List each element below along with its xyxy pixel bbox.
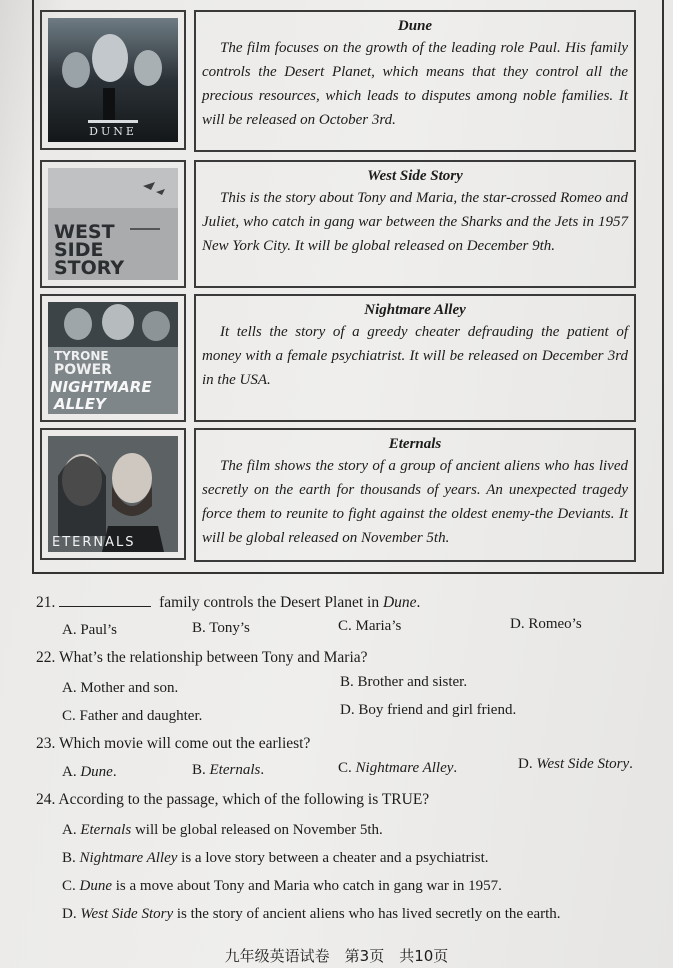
option-rest: . bbox=[629, 756, 633, 772]
option-23-b bbox=[192, 760, 264, 780]
na-poster-line4: ALLEY bbox=[54, 395, 106, 413]
film-row-west-side-story bbox=[34, 156, 662, 290]
option-letter: B. bbox=[62, 850, 80, 866]
page-footer: 九年级英语试卷 第3页 共10页 bbox=[224, 947, 449, 965]
option-letter: A. bbox=[62, 764, 81, 780]
film-row-eternals bbox=[34, 424, 662, 566]
wss-poster-line1: WEST bbox=[54, 221, 115, 243]
option-film: Dune bbox=[79, 878, 113, 894]
option-rest: is the story of ancient aliens who has lived secretly on the earth. bbox=[173, 906, 561, 922]
option-rest: . bbox=[112, 764, 117, 780]
option-24-d bbox=[62, 904, 561, 924]
option-rest: is a move about Tony and Maria who catch in gang war in 1957. bbox=[112, 878, 502, 894]
option-23-a bbox=[62, 762, 117, 782]
film-row-dune bbox=[34, 6, 662, 156]
question-number: 21. bbox=[36, 594, 56, 611]
option-22-a: A. Mother and son. bbox=[62, 680, 179, 696]
option-21-b: B. Tony’s bbox=[192, 620, 250, 636]
nightmare-alley-poster bbox=[48, 302, 178, 414]
poster-frame bbox=[40, 428, 186, 560]
question-number: 23. bbox=[36, 735, 56, 752]
option-rest: is a love story between a cheater and a psychiatrist. bbox=[177, 850, 489, 866]
option-rest: . bbox=[453, 760, 458, 776]
option-24-b bbox=[62, 848, 489, 868]
option-letter: C. bbox=[338, 760, 356, 776]
west-side-story-poster bbox=[48, 168, 178, 280]
poster-frame bbox=[40, 294, 186, 422]
question-23-text: Which movie will come out the earliest? bbox=[58, 735, 311, 752]
question-number: 24. bbox=[36, 791, 56, 808]
answer-blank bbox=[59, 592, 151, 607]
question-24 bbox=[36, 790, 429, 810]
option-21-c: C. Maria’s bbox=[338, 618, 402, 634]
question-21-text: family controls the Desert Planet in bbox=[155, 594, 383, 611]
film-text-eternals: The film shows the story of a group of ancient aliens who has lived secretly on the earth for thousands of years. An unexpected tragedy force them to reunite to fight against the oldest enemy-the Deviants. It will be global released on November 5th. bbox=[202, 458, 628, 546]
film-description-dune bbox=[194, 10, 636, 152]
option-film: West Side Story bbox=[80, 906, 174, 922]
dune-poster-title: DUNE bbox=[89, 125, 137, 138]
option-22-b: B. Brother and sister. bbox=[340, 674, 468, 690]
wss-poster-line2: SIDE bbox=[54, 239, 104, 261]
film-title-west-side-story: West Side Story bbox=[367, 168, 463, 184]
poster-frame bbox=[40, 10, 186, 150]
eternals-poster-image bbox=[48, 436, 178, 552]
film-text-dune: The film focuses on the growth of the leading role Paul. His family controls the Desert Planet, which means that they control all the precious resources, which leads to disputes among noble families. It will be released on October 3rd. bbox=[202, 40, 628, 128]
option-film: Dune bbox=[80, 764, 113, 780]
film-description-west-side-story bbox=[194, 160, 636, 288]
poster-frame bbox=[40, 160, 186, 288]
question-22-text: What’s the relationship between Tony and Maria? bbox=[58, 649, 368, 666]
reading-table bbox=[32, 0, 664, 574]
option-letter: C. bbox=[62, 878, 80, 894]
na-poster-line2: POWER bbox=[54, 362, 112, 378]
option-film: West Side Story bbox=[536, 756, 630, 772]
option-22-c: C. Father and daughter. bbox=[62, 708, 203, 724]
option-film: Eternals bbox=[209, 762, 261, 778]
option-21-a: A. Paul’s bbox=[62, 622, 118, 638]
option-24-c bbox=[62, 876, 502, 896]
film-title-eternals: Eternals bbox=[388, 436, 442, 452]
dune-poster bbox=[48, 18, 178, 142]
option-letter: D. bbox=[62, 906, 81, 922]
option-22-d: D. Boy friend and girl friend. bbox=[340, 702, 517, 718]
question-number: 22. bbox=[36, 649, 56, 666]
option-rest: . bbox=[260, 762, 265, 778]
question-23 bbox=[36, 734, 310, 754]
film-description-eternals bbox=[194, 428, 636, 562]
film-title-nightmare-alley: Nightmare Alley bbox=[364, 302, 466, 318]
option-23-c bbox=[338, 758, 457, 778]
question-21-film: Dune bbox=[382, 594, 417, 611]
film-description-nightmare-alley bbox=[194, 294, 636, 422]
nightmare-alley-poster-image bbox=[48, 302, 178, 414]
option-rest: will be global released on November 5th. bbox=[131, 822, 383, 838]
option-film: Nightmare Alley bbox=[79, 850, 178, 866]
dune-poster-image bbox=[48, 18, 178, 142]
option-23-d bbox=[518, 754, 633, 774]
option-24-a bbox=[62, 820, 383, 840]
film-row-nightmare-alley bbox=[34, 290, 662, 424]
question-22 bbox=[36, 648, 368, 668]
eternals-poster bbox=[48, 436, 178, 552]
question-21-end: . bbox=[416, 594, 421, 611]
option-film: Eternals bbox=[80, 822, 132, 838]
question-24-text: According to the passage, which of the following is TRUE? bbox=[58, 791, 430, 808]
film-title-dune: Dune bbox=[397, 18, 433, 34]
option-21-d: D. Romeo’s bbox=[510, 616, 582, 632]
option-letter: D. bbox=[518, 756, 537, 772]
wss-poster-line3: STORY bbox=[54, 257, 125, 279]
west-side-story-poster-image bbox=[48, 168, 178, 280]
eternals-poster-title: ETERNALS bbox=[52, 535, 136, 550]
option-letter: B. bbox=[192, 762, 210, 778]
film-text-nightmare-alley: It tells the story of a greedy cheater defrauding the patient of money with a female psychiatrist. It will be released on December 3rd in the USA. bbox=[202, 324, 628, 388]
question-21 bbox=[36, 592, 420, 613]
film-text-west-side-story: This is the story about Tony and Maria, the star-crossed Romeo and Juliet, who catch in gang war between the Sharks and the Jets in 1957 New York City. It will be global released on December 9th. bbox=[202, 190, 628, 254]
option-film: Nightmare Alley bbox=[355, 760, 454, 776]
na-poster-line3: NIGHTMARE bbox=[50, 378, 152, 396]
option-letter: A. bbox=[62, 822, 81, 838]
na-poster-line1: TYRONE bbox=[54, 349, 109, 363]
